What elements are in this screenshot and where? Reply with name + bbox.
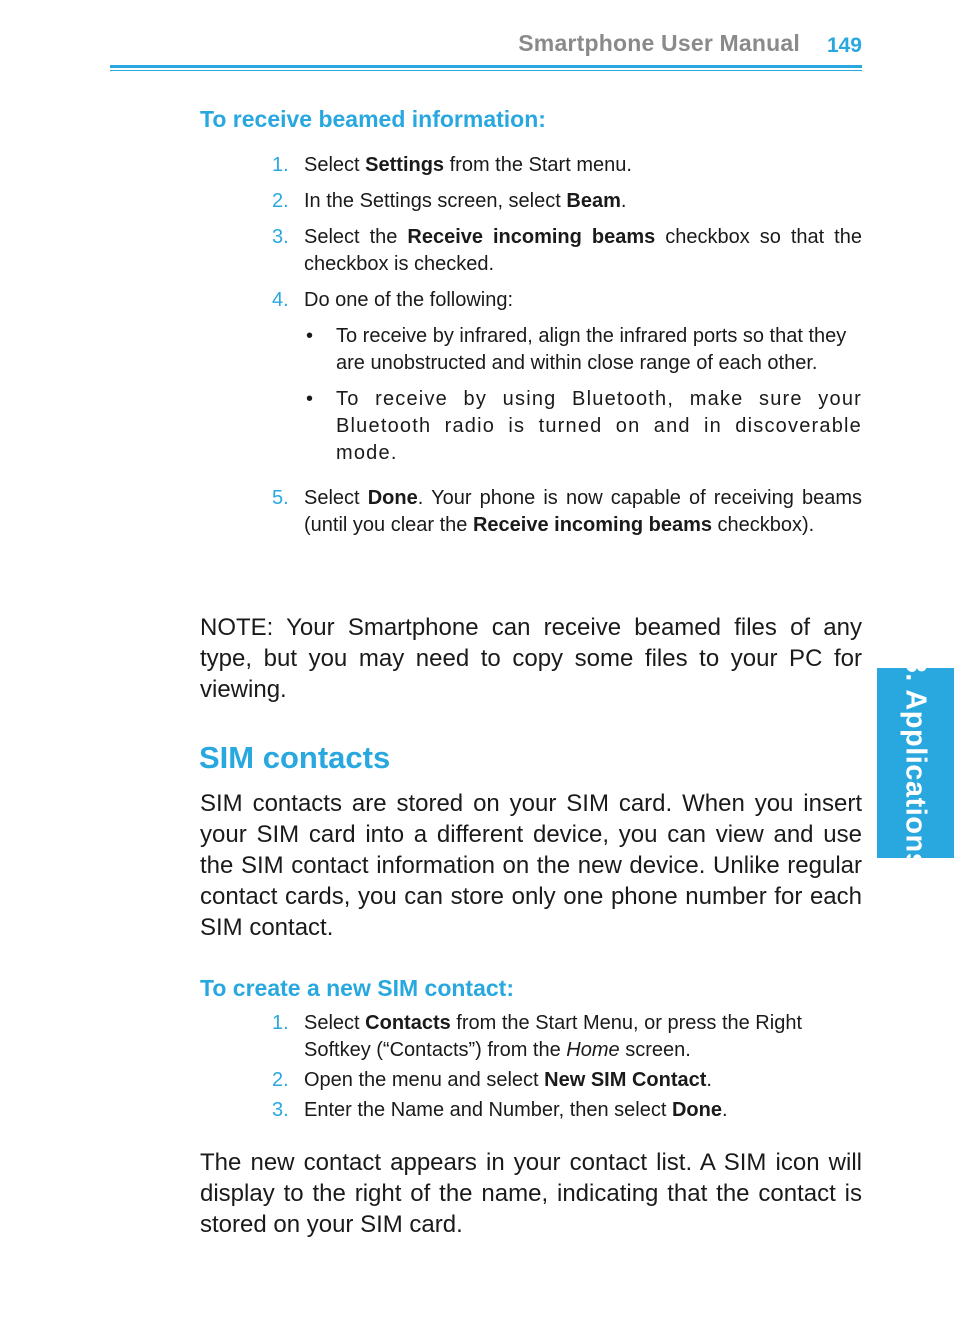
receive-steps	[268, 152, 862, 539]
create-steps	[268, 1010, 862, 1124]
bullet-symbol: •	[306, 388, 315, 410]
header-rule-thick	[110, 65, 862, 68]
list-item: 2. Open the menu and select New SIM Contact.	[268, 1067, 862, 1094]
step-number: 5.	[272, 487, 289, 509]
step-number: 4.	[272, 289, 289, 311]
step-number: 1.	[272, 154, 289, 176]
bullet-item: • To receive by infrared, align the infrared ports so that they are unobstructed and within close range of each other.	[306, 325, 847, 374]
list-item: 5. Select Done. Your phone is now capable of receiving beams (until you clear the Receive incoming beams checkbox).	[272, 487, 862, 536]
section-title: SIM contacts	[199, 740, 391, 775]
manual-title: Smartphone User Manual	[518, 30, 800, 56]
bullet-item: • To receive by using Bluetooth, make sure your Bluetooth radio is turned on and in discoverable mode.	[306, 388, 862, 464]
header-rule-thin	[110, 70, 862, 71]
chapter-tab	[877, 656, 954, 870]
list-item: 2. In the Settings screen, select Beam.	[268, 188, 862, 215]
list-item: 1. Select Contacts from the Start Menu, or press the Right Softkey (“Contacts”) from the Home screen.	[272, 1012, 802, 1061]
note-paragraph: NOTE: Your Smartphone can receive beamed files of any type, but you may need to copy some files to your PC for viewing.	[200, 614, 862, 703]
closing-paragraph: The new contact appears in your contact list. A SIM icon will display to the right of the name, indicating that the contact is stored on your SIM card.	[200, 1149, 862, 1238]
step-number: 1.	[272, 1012, 289, 1034]
list-item: 3. Enter the Name and Number, then select Done.	[268, 1097, 862, 1124]
bullet-symbol: •	[306, 325, 314, 347]
list-item: 3. Select the Receive incoming beams checkbox so that the checkbox is checked.	[272, 226, 862, 275]
page-header	[110, 28, 862, 72]
step-number: 2.	[272, 1069, 289, 1091]
bullet-list	[304, 323, 862, 467]
step-number: 3.	[272, 226, 289, 248]
receive-heading: To receive beamed information:	[200, 106, 546, 132]
page-number: 149	[826, 34, 862, 57]
chapter-tab-label: 8. Applications	[899, 656, 932, 870]
step-number: 2.	[272, 190, 289, 212]
create-heading: To create a new SIM contact:	[200, 975, 514, 1001]
sim-intro-paragraph: SIM contacts are stored on your SIM card. When you insert your SIM card into a different device, you can view and use the SIM contact information on the new device. Unlike regular contact cards, you can store only one phone number for each SIM contact.	[200, 790, 862, 941]
list-item: 4. Do one of the following: • To receive by infrared, align the infrared ports so that they are unobstructed and within close range of each other. • To receive by using Bluetooth, make sure your Bluetooth radio is turned on and in discoverable mode.	[268, 287, 862, 467]
list-item: 1. Select Settings from the Start menu.	[268, 152, 862, 179]
step-number: 3.	[272, 1099, 289, 1121]
